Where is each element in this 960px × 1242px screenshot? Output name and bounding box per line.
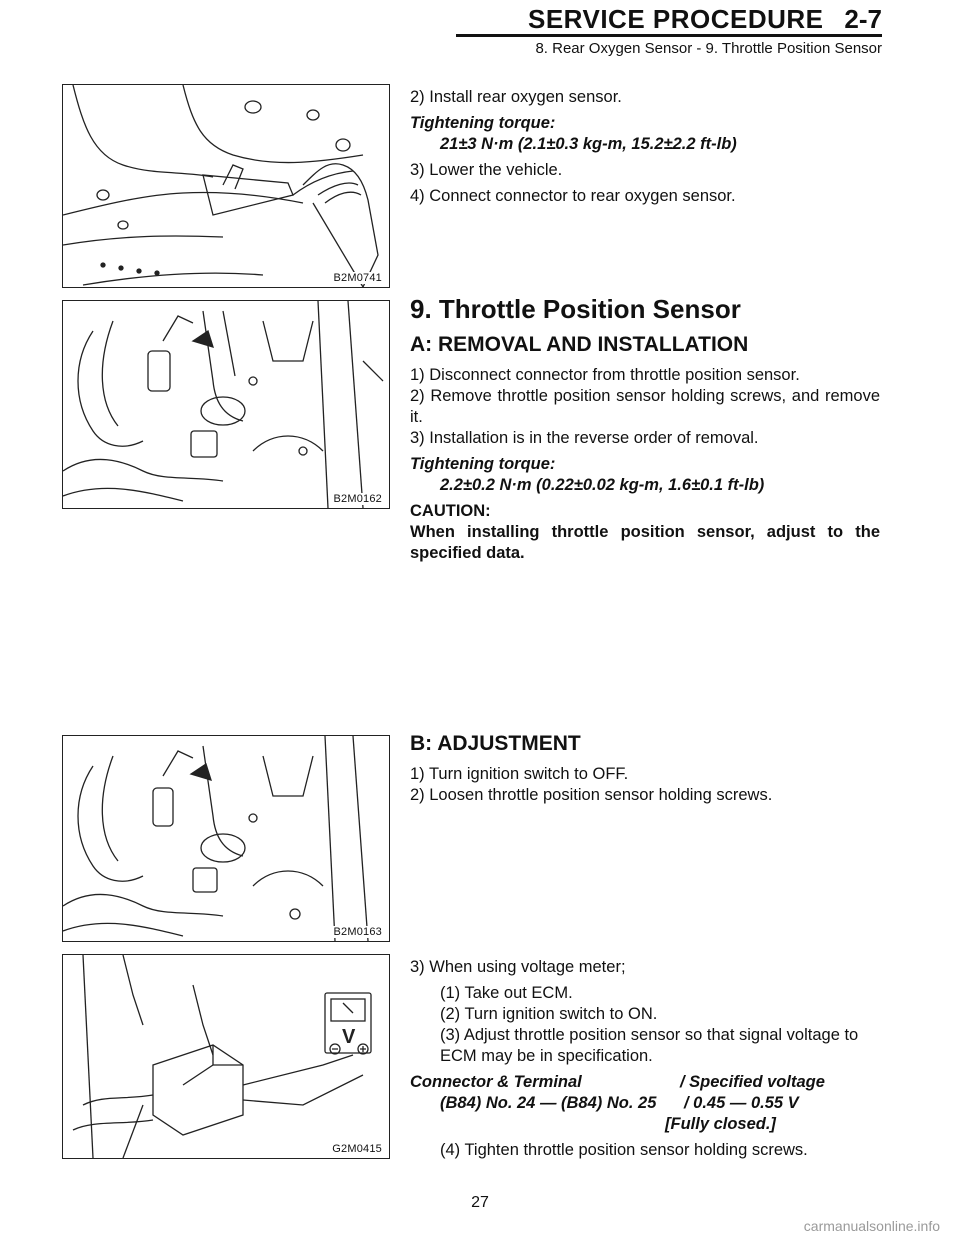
figure-throttle-adjustment xyxy=(62,735,390,942)
spec-header-connector: Connector & Terminal xyxy=(410,1073,582,1091)
spec-condition: [Fully closed.] xyxy=(665,1115,776,1133)
step-remove-screws: 2) Remove throttle position sensor holding screws, and remove it. xyxy=(410,387,880,426)
spec-value-row xyxy=(410,1093,880,1114)
section-heading: 9. Throttle Position Sensor xyxy=(410,294,741,324)
figure-rear-oxygen-sensor xyxy=(62,84,390,288)
section-title: SERVICE PROCEDURE xyxy=(528,4,824,34)
torque-value: 2.2±0.2 N·m (0.22±0.02 kg-m, 1.6±0.1 ft-lb) xyxy=(440,476,765,494)
figure-code: B2M0741 xyxy=(333,272,382,284)
substep-ignition-on: (2) Turn ignition switch to ON. xyxy=(440,1005,658,1023)
figure-illustration xyxy=(63,955,389,1158)
header-rule xyxy=(456,34,882,37)
subsection-heading: A: REMOVAL AND INSTALLATION xyxy=(410,333,749,356)
step-ignition-off: 1) Turn ignition switch to OFF. xyxy=(410,765,629,783)
section-number: 2-7 xyxy=(844,4,882,34)
step-reinstall: 3) Installation is in the reverse order of removal. xyxy=(410,429,759,447)
spec-header-row xyxy=(410,1072,880,1093)
substep-take-out-ecm: (1) Take out ECM. xyxy=(440,984,573,1002)
substep-tighten-screws: (4) Tighten throttle position sensor holding screws. xyxy=(440,1141,808,1159)
step-lower-vehicle: 3) Lower the vehicle. xyxy=(410,161,563,179)
substep-adjust-sensor: (3) Adjust throttle position sensor so that signal voltage to ECM may be in specification. xyxy=(440,1026,859,1065)
figure-throttle-position-sensor xyxy=(62,300,390,509)
caution-label: CAUTION: xyxy=(410,502,491,520)
header-subtitle: 8. Rear Oxygen Sensor - 9. Throttle Position Sensor xyxy=(535,40,882,57)
figure-code: G2M0415 xyxy=(332,1143,382,1155)
svg-text:V: V xyxy=(342,1026,356,1048)
throttle-adjustment-section xyxy=(410,731,880,811)
figure-illustration xyxy=(63,736,389,941)
spec-connector-terminals: (B84) No. 24 — (B84) No. 25 xyxy=(440,1094,657,1112)
figure-code: B2M0162 xyxy=(333,493,382,505)
throttle-removal-section xyxy=(410,294,880,569)
spec-voltage-range: / 0.45 — 0.55 V xyxy=(684,1094,799,1112)
torque-value: 21±3 N·m (2.1±0.3 kg-m, 15.2±2.2 ft-lb) xyxy=(440,135,737,153)
voltage-meter-steps xyxy=(410,957,880,1166)
caution-text: When installing throttle position sensor, adjust to the specified data. xyxy=(410,523,880,562)
step-install-sensor: 2) Install rear oxygen sensor. xyxy=(410,88,622,106)
subsection-heading: B: ADJUSTMENT xyxy=(410,732,581,755)
watermark: carmanualsonline.info xyxy=(803,1218,940,1234)
torque-label: Tightening torque: xyxy=(410,114,556,132)
step-connect-connector: 4) Connect connector to rear oxygen sensor. xyxy=(410,187,736,205)
figure-illustration xyxy=(63,85,389,287)
figure-voltage-meter-ecm xyxy=(62,954,390,1159)
page-number: 27 xyxy=(471,1194,489,1211)
step-voltage-meter: 3) When using voltage meter; xyxy=(410,958,626,976)
step-disconnect: 1) Disconnect connector from throttle position sensor. xyxy=(410,366,800,384)
rear-oxygen-install-steps xyxy=(410,87,880,212)
step-loosen-screws: 2) Loosen throttle position sensor holding screws. xyxy=(410,786,773,804)
figure-code: B2M0163 xyxy=(333,926,382,938)
spec-header-voltage: / Specified voltage xyxy=(680,1073,825,1091)
torque-label: Tightening torque: xyxy=(410,455,556,473)
figure-illustration xyxy=(63,301,389,508)
